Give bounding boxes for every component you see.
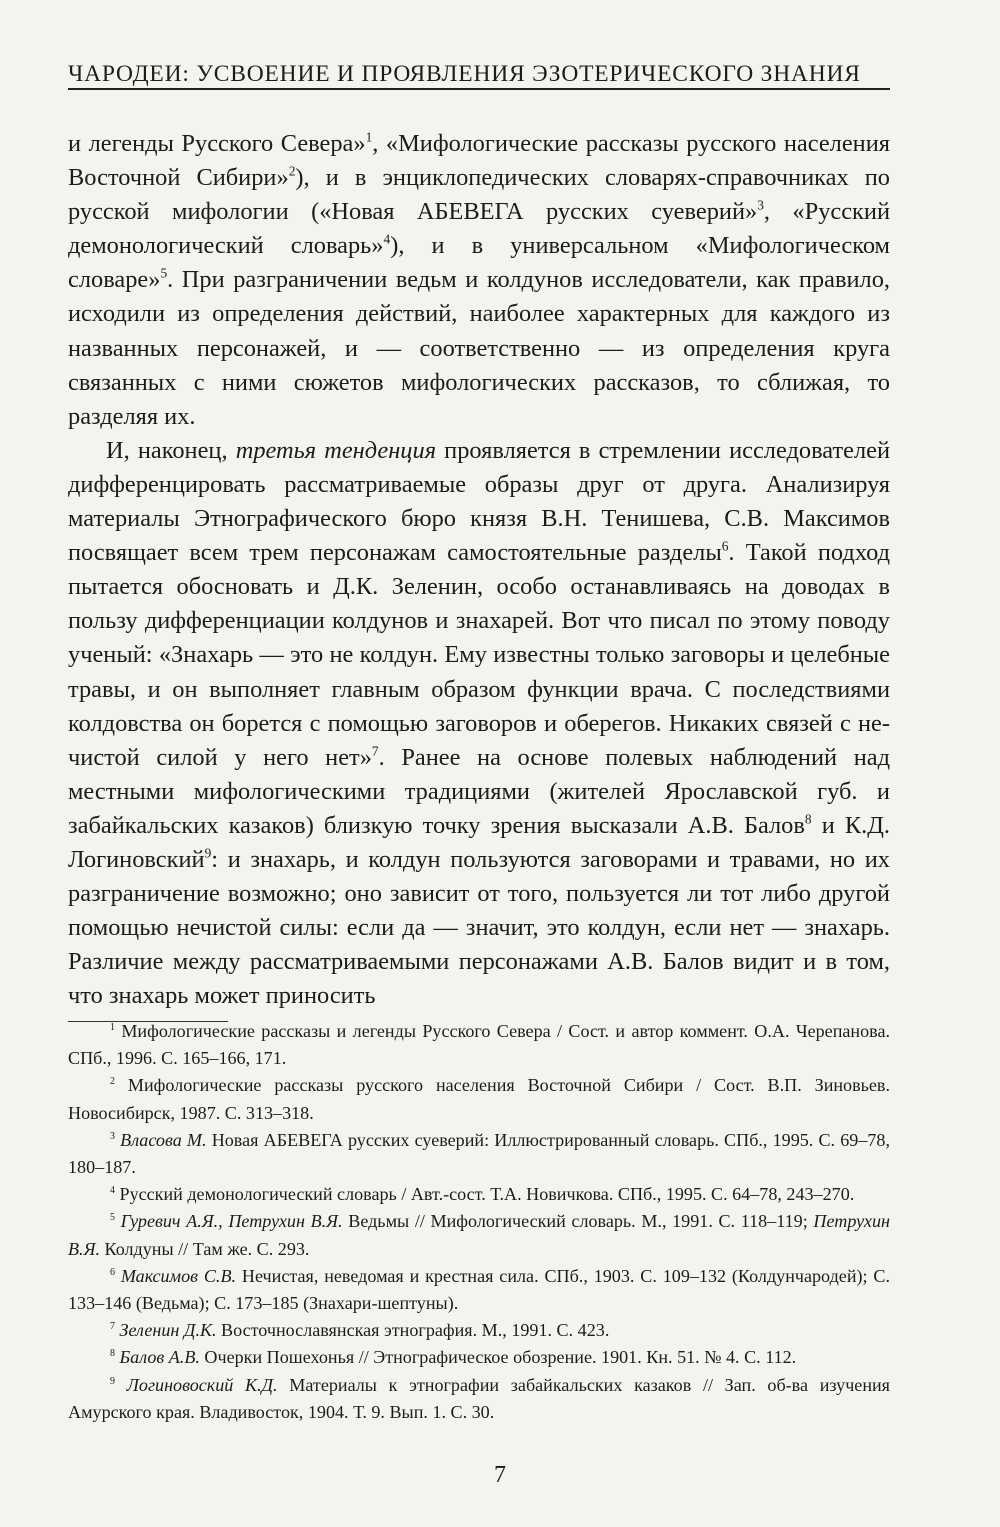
footnote-author: Логиновоский К.Д. [126,1374,278,1395]
paragraph-1 [68,127,890,434]
footnote-ref: 2 [288,163,296,179]
footnote [68,1018,890,1072]
footnote-author: Власова М. [120,1129,207,1150]
footnote-ref: 1 [365,129,373,145]
footnote-number: 6 [110,1266,115,1278]
text-run: и легенды Русского Севера» [68,130,366,157]
footnote [68,1208,890,1262]
footnote-ref: 8 [804,811,812,827]
footnote-text: Материалы к этнографии забайкальских казаков // Зап. об-ва изучения Амурского края. Владивосток, 1904. Т. 9. Вып. 1. С. 30. [68,1374,891,1422]
text-run: : и знахарь, и колдун пользуются заговорами и травами, но их разграничение возможно; оно зависит от того, пользуется ли тот либо другой помощью нечистой силы: если да — значит, это колдун, если нет — знахарь. Различие между рассматриваемыми персонажами А.В. Балов видит и в том, что знахарь может приносить [68,845,890,1010]
footnote [68,1344,890,1371]
emphasis-text: третья тенденция [235,436,437,464]
text-run: ), и в энциклопедических словарях-справочниках по русской мифологии («Новая АБЕВЕГА русских суеверий» [68,164,890,226]
footnote-ref: 5 [160,265,168,281]
footnote-text: Колдуны // Там же. С. 293. [100,1238,310,1259]
footnote-text: Ведьмы // Мифологический словарь. М., 1991. С. 118–119; [342,1211,808,1232]
footnote-text: Русский демонологический словарь / Авт.-сост. Т.А. Новичкова. СПб., 1995. С. 64–78, 243–270. [119,1184,855,1205]
footnotes [68,1018,890,1426]
text-run: проявляется в стремлении исследователей дифференцировать рассматриваемые образы друг от друга. Анализируя материалы Этнографического бюро князя В.Н. Тенишева, С.В. Максимов посвящает всем трем персонажам самостоятельные разделы [68,436,891,567]
text-run: . Ранее на основе полевых наблюдений над местными мифологическими традициями (жителей Ярославской губ. и забайкальских казаков) близкую точку зрения высказали А.В. Балов [68,743,890,839]
running-header: ЧАРОДЕИ: УСВОЕНИЕ И ПРОЯВЛЕНИЯ ЭЗОТЕРИЧЕСКОГО ЗНАНИЯ [68,61,861,87]
footnote [68,1372,890,1426]
footnote [68,1127,890,1181]
text-run: ), и в универсальном «Мифологическом словаре» [68,232,890,294]
footnote-text: Восточнославянская этнография. М., 1991. С. 423. [216,1320,610,1341]
footnote [68,1072,890,1126]
text-run: и К.Д. Логиновский [68,811,890,873]
footnote-number: 5 [110,1212,115,1224]
footnote-text: Мифологические рассказы и легенды Русского Севера / Сост. и автор коммент. О.А. Черепанова. СПб., 1996. С. 165–166, 171. [68,1021,890,1069]
footnote-text: Новая АБЕВЕГА русских суеверий: Иллюстрированный словарь. СПб., 1995. С. 69–78, 180–187. [68,1129,890,1178]
paragraph-2 [68,434,890,1014]
footnote-text: Мифологические рассказы русского населения Восточной Сибири / Сост. В.П. Зиновьев. Новосибирск, 1987. С. 313–318. [68,1075,890,1123]
text-run: И, наконец, [106,436,236,464]
footnote-text: Нечистая, неведомая и крестная сила. СПб., 1903. С. 109–132 (Колдунчародей); С. 133–146 (Ведьма); С. 173–185 (Знахари-шептуны). [68,1265,890,1314]
footnote-text: Очерки Пошехонья // Этнографическое обозрение. 1901. Кн. 51. № 4. С. 112. [199,1347,797,1368]
footnote-number: 3 [110,1130,115,1142]
footnote-ref: 9 [204,845,212,861]
footnote-author: Максимов С.В. [120,1265,237,1286]
text-run: , «Русский демонологический словарь» [68,198,890,260]
main-text [68,127,890,1013]
footnote-number: 4 [110,1185,115,1197]
footnote-number: 8 [110,1348,115,1360]
footnote-number: 7 [110,1321,115,1333]
footnote-author: Петрухин В.Я. [68,1211,890,1259]
footnote-number: 1 [110,1022,115,1034]
footnote-author: Балов А.В. [119,1347,200,1368]
footnote-author: Гуревич А.Я., Петрухин В.Я. [120,1211,343,1232]
footnote-ref: 7 [371,743,379,759]
text-run: . При разграничении ведьм и колдунов исследователи, как правило, исходили из определения действий, наиболее характерных для каждого из названных персонажей, и — соответственно — из определения круга связанных с ними сюжетов мифологических рассказов, то сближая, то разделяя их. [68,266,890,430]
text-run: , «Мифологические рассказы русского населения Восточной Сибири» [68,130,890,192]
footnote-ref: 4 [383,231,391,247]
header-rule [68,88,890,90]
footnote-number: 2 [110,1076,115,1088]
footnote [68,1263,890,1317]
footnote-ref: 6 [721,538,729,554]
footnote [68,1181,890,1208]
footnote-ref: 3 [757,197,764,213]
page-number: 7 [494,1462,506,1488]
footnote [68,1317,890,1344]
footnote-author: Зеленин Д.К. [119,1320,217,1341]
footnote-number: 9 [110,1375,115,1387]
text-run: . Такой подход пытается обосновать и Д.К. Зеленин, особо останавливаясь на доводах в пользу дифференциации колдунов и знахарей. Вот что писал по этому поводу ученый: «Знахарь — это не колдун. Ему известны только заговоры и целебные травы, и он выполняет главным образом функции врача. С последствиями колдовства он борется с помощью заговоров и оберегов. Никаких связей с нечистой силой у него нет» [68,539,890,771]
